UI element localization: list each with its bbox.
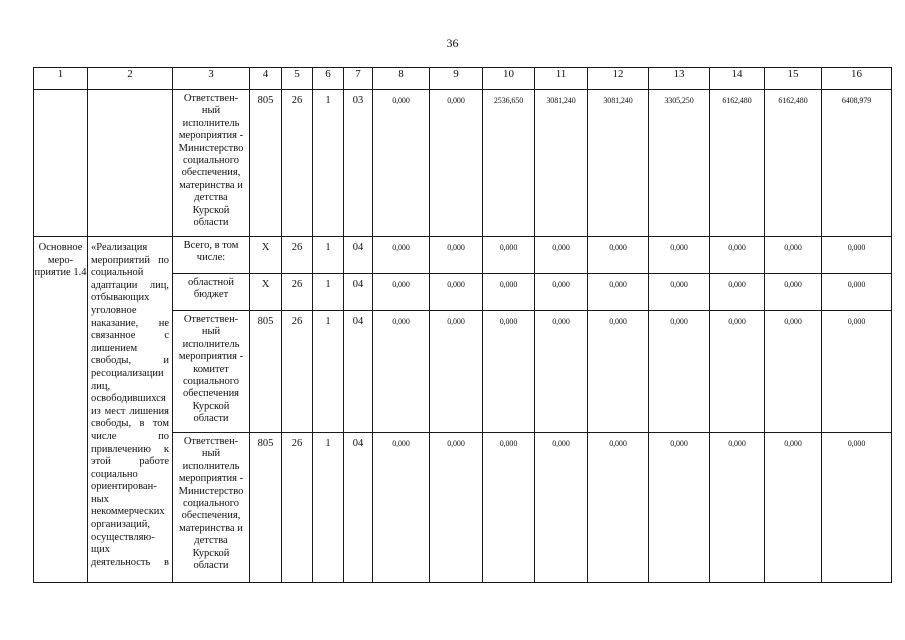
- table-cell: 26: [282, 90, 313, 237]
- table-cell: 0,000: [710, 433, 765, 583]
- column-header: 5: [282, 68, 313, 90]
- table-cell: 26: [282, 237, 313, 274]
- table-cell: 0,000: [710, 274, 765, 311]
- table-cell: 0,000: [649, 274, 710, 311]
- table-cell: 0,000: [430, 311, 483, 433]
- table-cell: 3081,240: [535, 90, 588, 237]
- column-header: 6: [313, 68, 344, 90]
- table-cell: 0,000: [710, 237, 765, 274]
- table-cell: 0,000: [822, 274, 892, 311]
- table-cell: 0,000: [373, 433, 430, 583]
- table-cell: 1: [313, 311, 344, 433]
- table-cell: 0,000: [588, 433, 649, 583]
- table-cell: 0,000: [430, 274, 483, 311]
- table-cell: 3081,240: [588, 90, 649, 237]
- table-row: [34, 237, 892, 274]
- table-cell: 1: [313, 90, 344, 237]
- table-cell: 0,000: [483, 237, 535, 274]
- table-cell: 1: [313, 433, 344, 583]
- table-cell: 26: [282, 433, 313, 583]
- table-cell: 0,000: [430, 90, 483, 237]
- table-cell: 03: [344, 90, 373, 237]
- table-cell: 6162,480: [765, 90, 822, 237]
- table-cell: 0,000: [535, 237, 588, 274]
- table-cell: 0,000: [373, 237, 430, 274]
- table-cell: 0,000: [765, 274, 822, 311]
- total-label: Всего, в том числе:: [173, 237, 250, 274]
- table-cell: 0,000: [483, 274, 535, 311]
- table-cell: 0,000: [535, 274, 588, 311]
- table-cell: Х: [250, 237, 282, 274]
- table-cell: 805: [250, 311, 282, 433]
- table-cell: 0,000: [765, 237, 822, 274]
- table-cell: 0,000: [373, 90, 430, 237]
- table-cell: 04: [344, 274, 373, 311]
- table-cell: Х: [250, 274, 282, 311]
- table-cell: 0,000: [649, 311, 710, 433]
- column-header: 8: [373, 68, 430, 90]
- responsible-executor: Ответствен-ный исполнитель мероприятия - комитет социального обеспечения Курской области: [173, 311, 250, 433]
- event-title: «Реализация мероприятий по социальной адаптации лиц, отбывающих уголовное наказание, не связанное с лишением свободы, и ресоциализации лиц, освободившихся из мест лишения свободы, в том числе по привлечению к этой работе социально ориентирован- ных некоммерческих организаций, осуществляю- щих деятельность в: [88, 237, 173, 583]
- column-header: 16: [822, 68, 892, 90]
- table-cell: 0,000: [822, 311, 892, 433]
- table-cell: 0,000: [822, 237, 892, 274]
- responsible-executor: Ответствен-ный исполнитель мероприятия - Министерство социального обеспечения, материнства и детства Курской области: [173, 433, 250, 583]
- table-cell: 0,000: [535, 311, 588, 433]
- column-number-row: [34, 68, 892, 90]
- table-cell: 0,000: [483, 433, 535, 583]
- table-cell: 0,000: [430, 433, 483, 583]
- column-header: 3: [173, 68, 250, 90]
- table-cell: 26: [282, 274, 313, 311]
- table-cell: 1: [313, 274, 344, 311]
- table-cell: 805: [250, 90, 282, 237]
- regional-budget-label: областной бюджет: [173, 274, 250, 311]
- table-cell: 0,000: [373, 274, 430, 311]
- responsible-executor: Ответствен-ный исполнитель мероприятия - Министерство социального обеспечения, материнства и детства Курской области: [173, 90, 250, 237]
- table-cell: 3305,250: [649, 90, 710, 237]
- table-cell: 0,000: [588, 237, 649, 274]
- table-cell: 0,000: [649, 433, 710, 583]
- table-cell: 0,000: [373, 311, 430, 433]
- event-label: Основное меро-приятие 1.4: [34, 237, 88, 583]
- table-cell: 0,000: [710, 311, 765, 433]
- table-cell: 26: [282, 311, 313, 433]
- table-cell: 6408,979: [822, 90, 892, 237]
- column-header: 9: [430, 68, 483, 90]
- table-cell: 0,000: [535, 433, 588, 583]
- column-header: 1: [34, 68, 88, 90]
- table-row: [34, 90, 892, 237]
- budget-table: [33, 67, 892, 583]
- table-cell: 0,000: [765, 311, 822, 433]
- table-cell: 0,000: [765, 433, 822, 583]
- table-cell: 0,000: [588, 274, 649, 311]
- column-header: 2: [88, 68, 173, 90]
- table-cell: 0,000: [430, 237, 483, 274]
- table-cell: 2536,650: [483, 90, 535, 237]
- table-cell: 04: [344, 237, 373, 274]
- table-cell: 0,000: [822, 433, 892, 583]
- table-cell: 6162,480: [710, 90, 765, 237]
- column-header: 12: [588, 68, 649, 90]
- page-number: 36: [446, 36, 459, 50]
- table-cell: 04: [344, 433, 373, 583]
- table-cell: 0,000: [649, 237, 710, 274]
- column-header: 15: [765, 68, 822, 90]
- table-cell: 0,000: [588, 311, 649, 433]
- table-cell: 805: [250, 433, 282, 583]
- table-cell: 1: [313, 237, 344, 274]
- column-header: 14: [710, 68, 765, 90]
- column-header: 13: [649, 68, 710, 90]
- column-header: 10: [483, 68, 535, 90]
- column-header: 4: [250, 68, 282, 90]
- table-cell: 0,000: [483, 311, 535, 433]
- table-cell: 04: [344, 311, 373, 433]
- column-header: 7: [344, 68, 373, 90]
- column-header: 11: [535, 68, 588, 90]
